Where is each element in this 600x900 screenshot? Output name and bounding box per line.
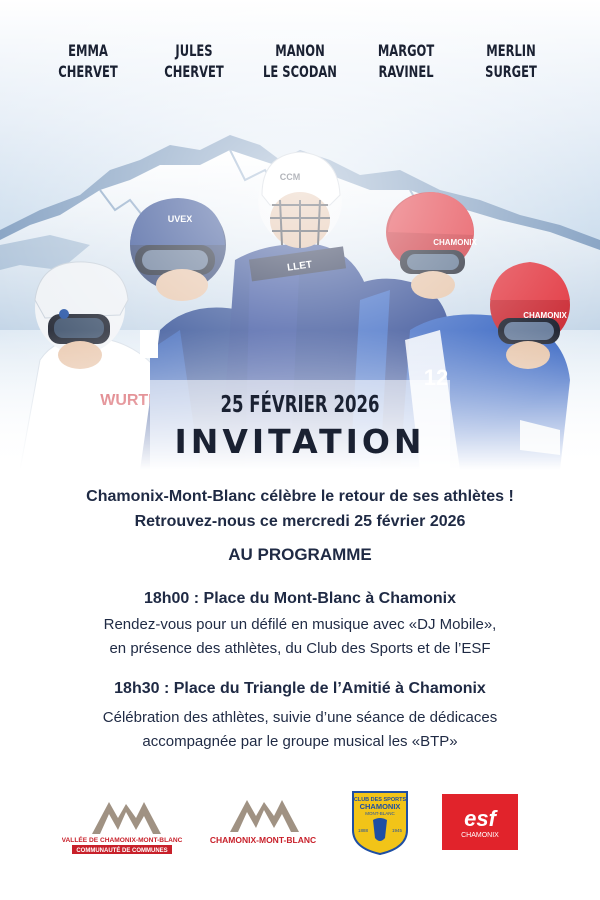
programme-item-1-description xyxy=(0,613,600,661)
description-line: Célébration des athlètes, suivie d’une séance de dédicaces xyxy=(102,709,498,726)
athlete-last-name: RAVINEL xyxy=(378,62,434,81)
athlete-last-name: LE SCODAN xyxy=(263,62,337,81)
esf-logo-subtext: CHAMONIX xyxy=(461,832,499,839)
programme-heading: AU PROGRAMME xyxy=(228,545,372,564)
invitation-title: INVITATION xyxy=(174,422,426,461)
club-logo-line-1: CLUB DES SPORTS xyxy=(353,797,407,803)
vallee-chamonix-logo xyxy=(62,792,182,858)
mountain-mark-icon xyxy=(92,802,161,834)
athlete-last-name: SURGET xyxy=(485,62,537,81)
mountain-mark-icon xyxy=(230,800,299,832)
athlete-last-name: CHERVET xyxy=(58,62,118,81)
intro-text xyxy=(0,484,600,534)
programme-item-2-description xyxy=(0,706,600,754)
vallee-logo-subtext: COMMUNAUTÉ DE COMMUNES xyxy=(76,848,168,854)
club-des-sports-logo xyxy=(349,790,411,856)
intro-line-2: Retrouvez-nous ce mercredi 25 février 2026 xyxy=(134,513,466,530)
event-date: 25 FÉVRIER 2026 xyxy=(220,392,380,418)
programme-item-2-title: 18h30 : Place du Triangle de l’Amitié à Chamonix xyxy=(114,680,486,697)
athlete-last-name: CHERVET xyxy=(164,62,224,81)
esf-logo-mark: esf xyxy=(464,806,496,831)
description-line: Rendez-vous pour un défilé en musique avec «DJ Mobile», xyxy=(103,616,497,633)
athlete-first-name: MARGOT xyxy=(377,41,435,60)
athlete-name-2 xyxy=(154,40,233,82)
athlete-name-4 xyxy=(366,40,445,82)
description-line: en présence des athlètes, du Club des Sports et de l’ESF xyxy=(109,640,491,657)
club-logo-line-3: MONT-BLANC xyxy=(365,811,395,816)
athlete-first-name: MERLIN xyxy=(486,41,536,60)
athlete-first-name: MANON xyxy=(275,41,325,60)
description-line: accompagnée par le groupe musical les «BTP» xyxy=(142,733,458,750)
chamonix-logo-text: CHAMONIX-MONT-BLANC xyxy=(209,835,317,845)
athlete-name-5 xyxy=(471,40,550,82)
club-logo-year-1: 1888 xyxy=(357,828,369,833)
esf-chamonix-logo xyxy=(442,794,518,850)
intro-line-1: Chamonix-Mont-Blanc célèbre le retour de ses athlètes ! xyxy=(86,488,514,505)
athlete-names-row xyxy=(0,40,600,90)
club-logo-year-2: 1945 xyxy=(391,828,403,833)
athlete-first-name: JULES xyxy=(175,41,213,60)
athlete-first-name: EMMA xyxy=(68,41,108,60)
chamonix-mont-blanc-logo xyxy=(205,792,320,852)
athlete-name-1 xyxy=(48,40,127,82)
club-logo-line-2: CHAMONIX xyxy=(359,802,401,811)
ibex-icon xyxy=(373,818,387,841)
partner-logos xyxy=(0,790,600,860)
vallee-logo-text: VALLÉE DE CHAMONIX-MONT-BLANC xyxy=(62,837,182,844)
programme-item-1-title: 18h00 : Place du Mont-Blanc à Chamonix xyxy=(143,590,457,607)
athlete-name-3 xyxy=(260,40,339,82)
